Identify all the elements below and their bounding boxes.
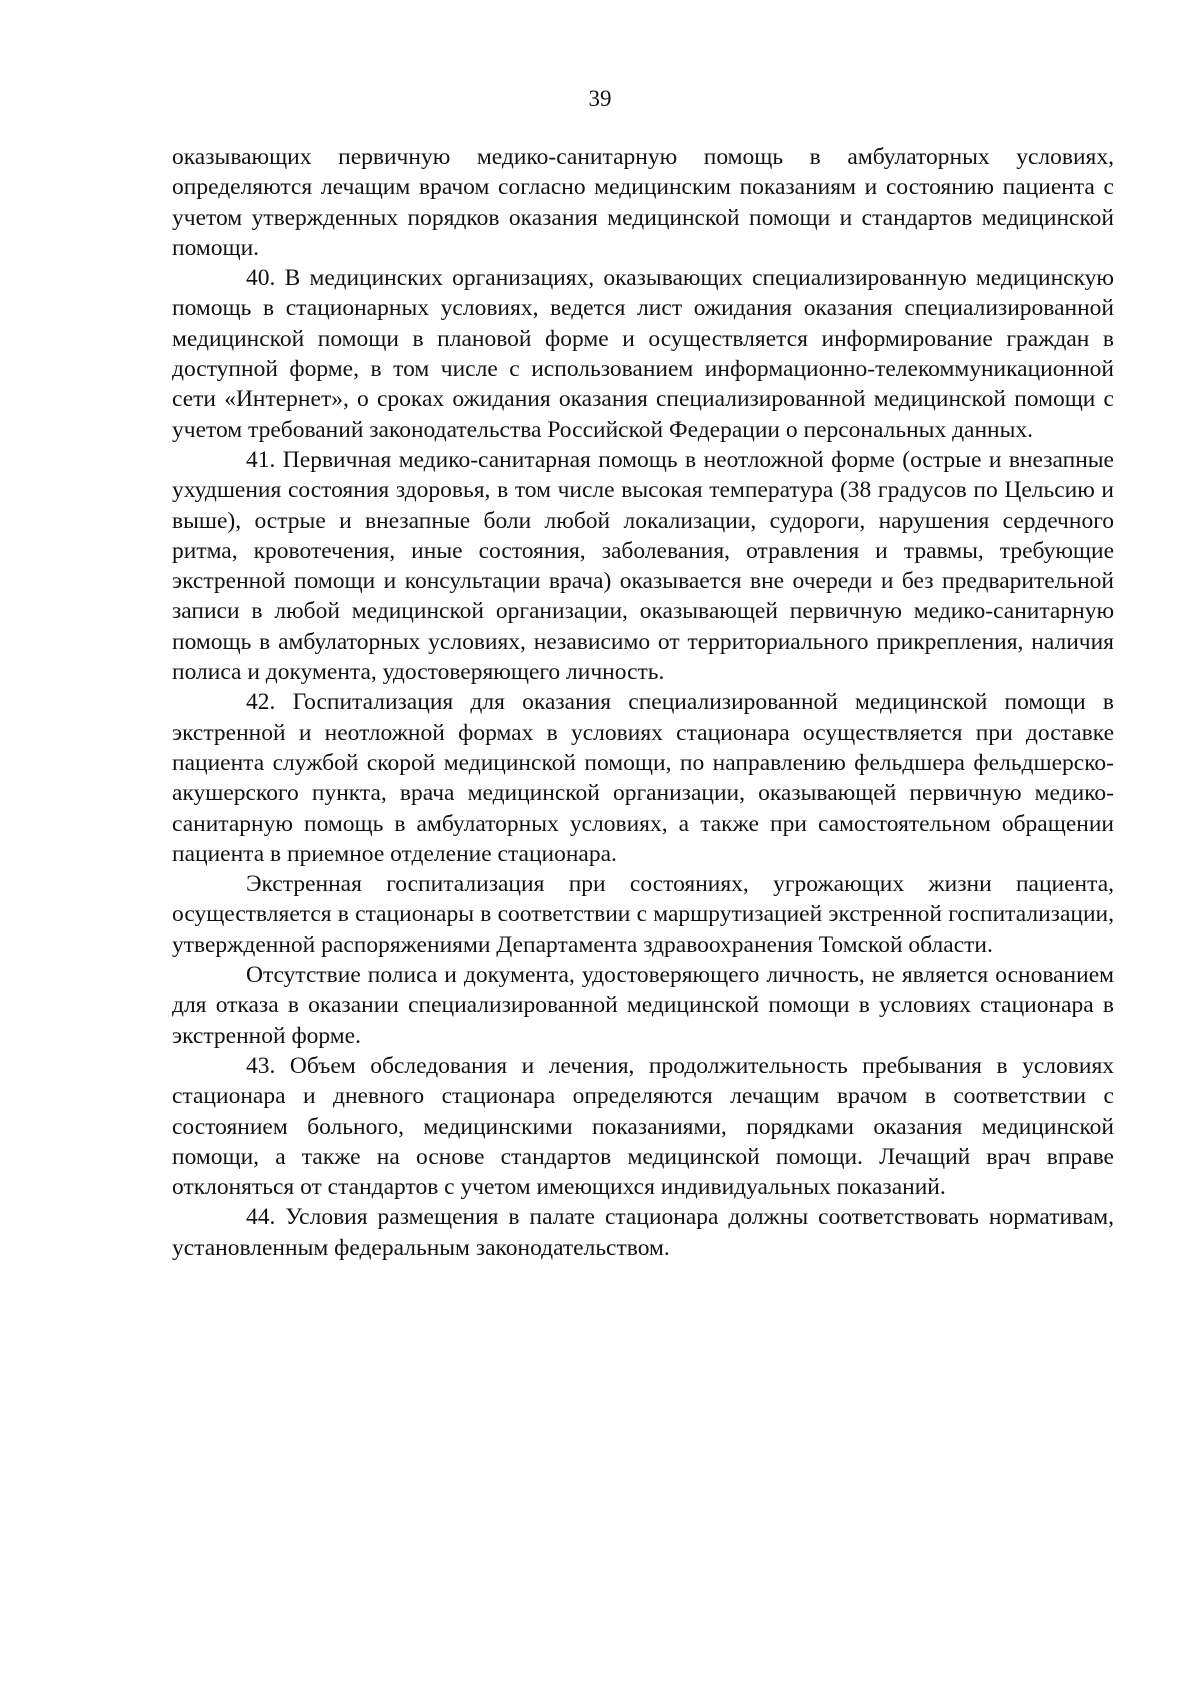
page-number: 39 xyxy=(588,86,612,111)
paragraph-item-40: 40. В медицинских организациях, оказывающих специализированную медицинскую помощь в стационарных условиях, ведется лист ожидания оказания специализированной медицинской помощи в плановой форме и осуществляется информирование граждан в доступной форме, в том числе с использованием информационно-телекоммуникационной сети «Интернет», о сроках ожидания оказания специализированной медицинской помощи с учетом требований законодательства Российской Федерации о персональных данных. xyxy=(172,265,1114,443)
document-body xyxy=(172,142,1114,1263)
paragraph-item-41: 41. Первичная медико-санитарная помощь в неотложной форме (острые и внезапные ухудшения состояния здоровья, в том числе высокая температура (38 градусов по Цельсию и выше), острые и внезапные боли любой локализации, судороги, нарушения сердечного ритма, кровотечения, иные состояния, заболевания, отравления и травмы, требующие экстренной помощи и консультации врача) оказывается вне очереди и без предварительной записи в любой медицинской организации, оказывающей первичную медико-санитарную помощь в амбулаторных условиях, независимо от территориального прикрепления, наличия полиса и документа, удостоверяющего личность. xyxy=(172,446,1114,686)
paragraph-item-44: 44. Условия размещения в палате стационара должны соответствовать нормативам, установленным федеральным законодательством. xyxy=(172,1204,1114,1261)
paragraph-item-42: 42. Госпитализация для оказания специализированной медицинской помощи в экстренной и неотложной формах в условиях стационара осуществляется при доставке пациента службой скорой медицинской помощи, по направлению фельдшера фельдшерско-акушерского пункта, врача медицинской организации, оказывающей первичную медико-санитарную помощь в амбулаторных условиях, а также при самостоятельном обращении пациента в приемное отделение стационара. xyxy=(172,689,1114,867)
paragraph-missing-policy: Отсутствие полиса и документа, удостоверяющего личность, не является основанием для отказа в оказании специализированной медицинской помощи в условиях стационара в экстренной форме. xyxy=(172,962,1114,1049)
paragraph-continuation: оказывающих первичную медико-санитарную помощь в амбулаторных условиях, определяются лечащим врачом согласно медицинским показаниям и состоянию пациента с учетом утвержденных порядков оказания медицинской помощи и стандартов медицинской помощи. xyxy=(172,144,1114,261)
paragraph-item-43: 43. Объем обследования и лечения, продолжительность пребывания в условиях стационара и дневного стационара определяются лечащим врачом в соответствии с состоянием больного, медицинскими показаниями, порядками оказания медицинской помощи, а также на основе стандартов медицинской помощи. Лечащий врач вправе отклоняться от стандартов с учетом имеющихся индивидуальных показаний. xyxy=(172,1052,1114,1201)
paragraph-emergency-hospitalization: Экстренная госпитализация при состояниях, угрожающих жизни пациента, осуществляется в стационары в соответствии с маршрутизацией экстренной госпитализации, утвержденной распоряжениями Департамента здравоохранения Томской области. xyxy=(172,871,1114,958)
